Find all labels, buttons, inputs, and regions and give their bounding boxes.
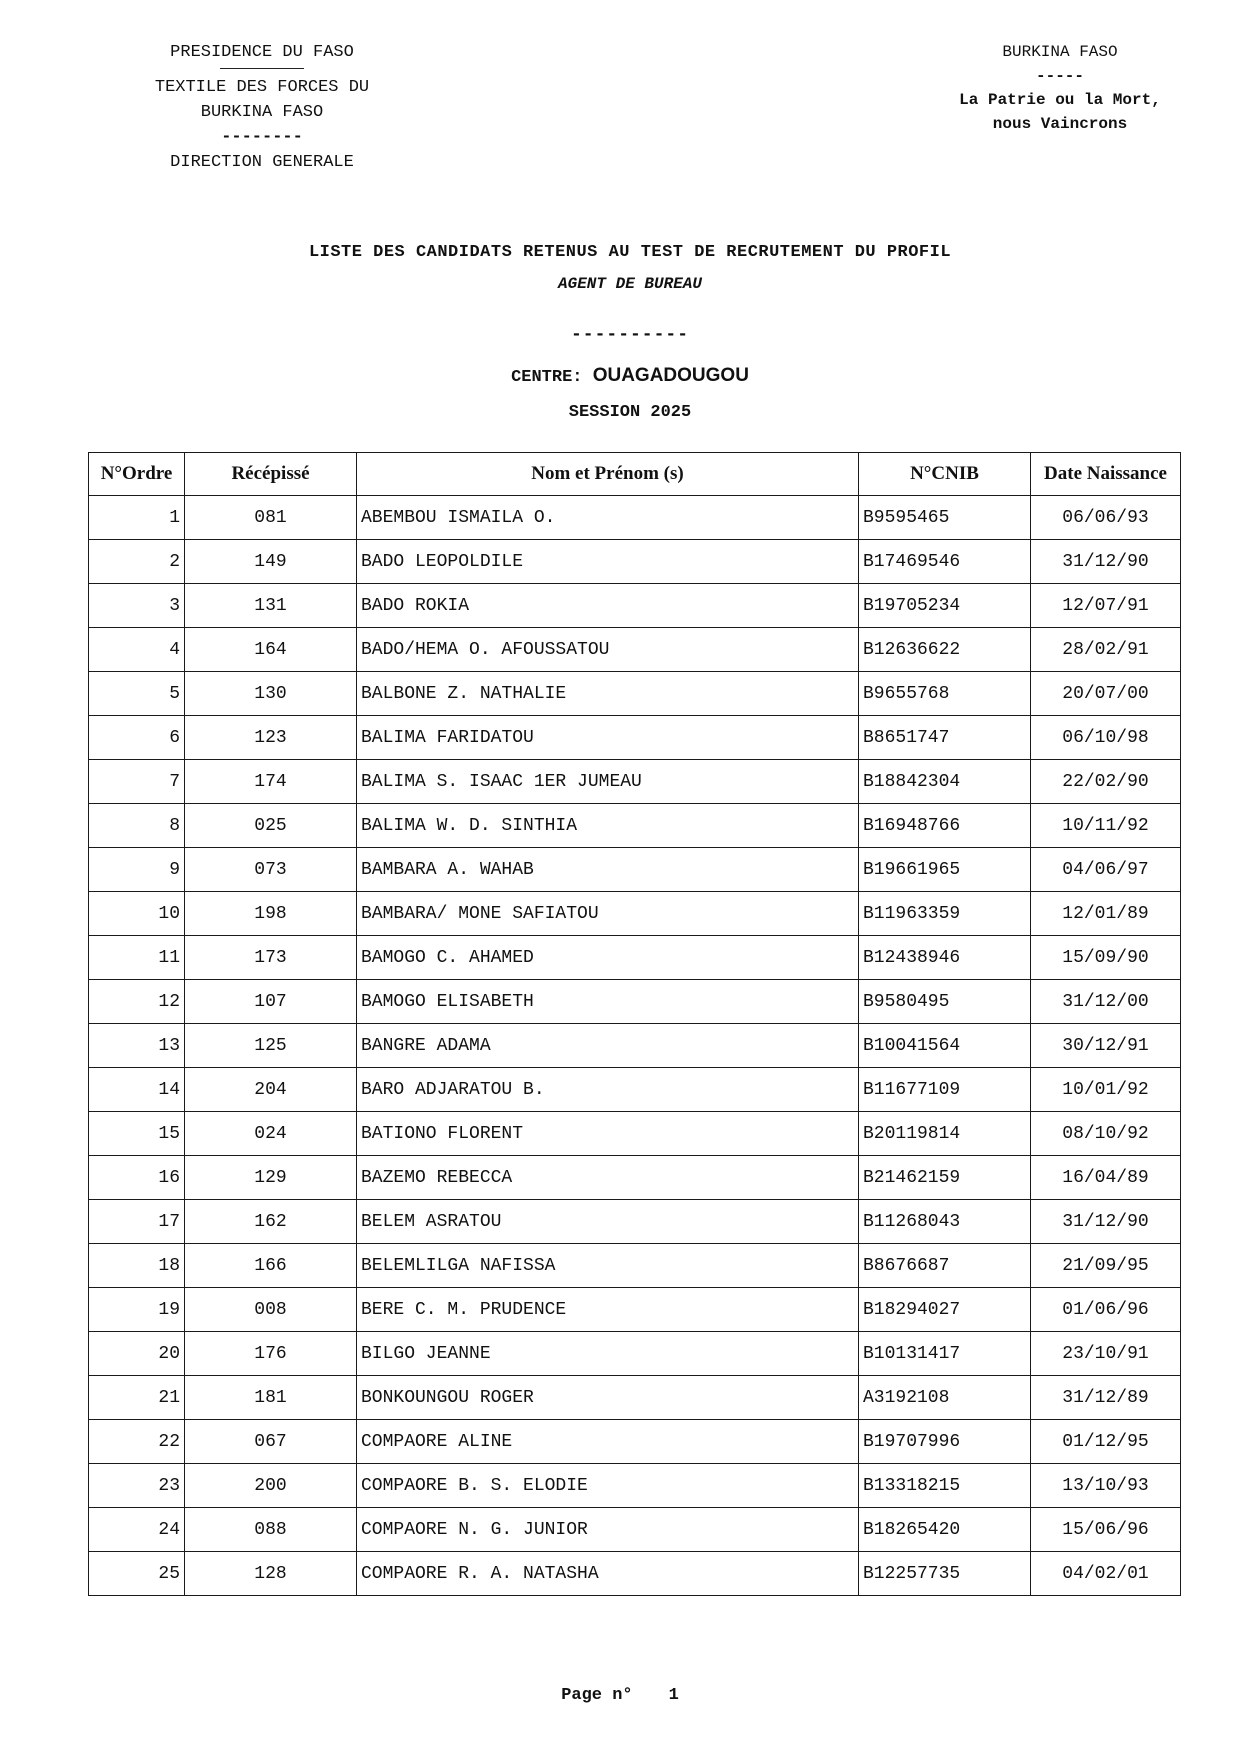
cell-cnib: B17469546 [859,540,1031,584]
cell-date: 06/10/98 [1031,716,1181,760]
cell-ordre: 25 [89,1552,185,1596]
cell-ordre: 24 [89,1508,185,1552]
issuer-org-line1: TEXTILE DES FORCES DU [154,78,370,97]
cell-cnib: B11677109 [859,1068,1031,1112]
country-block [930,40,1190,136]
cell-nom: BONKOUNGOU ROGER [357,1376,859,1420]
cell-date: 15/09/90 [1031,936,1181,980]
cell-date: 04/06/97 [1031,848,1181,892]
cell-cnib: B20119814 [859,1112,1031,1156]
cell-recepisse: 198 [185,892,357,936]
col-header-nom: Nom et Prénom (s) [357,453,859,496]
cell-nom: BALIMA S. ISAAC 1ER JUMEAU [357,760,859,804]
cell-ordre: 21 [89,1376,185,1420]
cell-date: 04/02/01 [1031,1552,1181,1596]
cell-cnib: B9595465 [859,496,1031,540]
cell-date: 01/06/96 [1031,1288,1181,1332]
centre-label: CENTRE: [511,368,583,387]
cell-recepisse: 130 [185,672,357,716]
cell-recepisse: 173 [185,936,357,980]
table-row [89,1288,1181,1332]
cell-ordre: 7 [89,760,185,804]
candidates-table [88,452,1181,1596]
table-row [89,672,1181,716]
table-row [89,1332,1181,1376]
table-header-row [89,453,1181,496]
cell-date: 10/01/92 [1031,1068,1181,1112]
session-line: SESSION 2025 [568,403,692,422]
cell-cnib: B12257735 [859,1552,1031,1596]
cell-cnib: B10041564 [859,1024,1031,1068]
cell-nom: BATIONO FLORENT [357,1112,859,1156]
cell-date: 06/06/93 [1031,496,1181,540]
cell-recepisse: 204 [185,1068,357,1112]
cell-ordre: 19 [89,1288,185,1332]
issuer-separator: -------- [221,128,303,147]
motto-line1: La Patrie ou la Mort, [959,91,1161,109]
cell-cnib: B19705234 [859,584,1031,628]
cell-recepisse: 131 [185,584,357,628]
cell-cnib: B8676687 [859,1244,1031,1288]
cell-nom: BAMBARA A. WAHAB [357,848,859,892]
cell-recepisse: 008 [185,1288,357,1332]
cell-recepisse: 025 [185,804,357,848]
cell-nom: ABEMBOU ISMAILA O. [357,496,859,540]
cell-date: 12/07/91 [1031,584,1181,628]
table-row [89,1244,1181,1288]
cell-nom: COMPAORE R. A. NATASHA [357,1552,859,1596]
issuer-presidence: PRESIDENCE DU FASO [170,43,354,62]
cell-cnib: B11963359 [859,892,1031,936]
cell-recepisse: 088 [185,1508,357,1552]
cell-ordre: 17 [89,1200,185,1244]
cell-ordre: 11 [89,936,185,980]
cell-nom: BAMOGO ELISABETH [357,980,859,1024]
cell-recepisse: 129 [185,1156,357,1200]
cell-nom: BELEMLILGA NAFISSA [357,1244,859,1288]
cell-date: 22/02/90 [1031,760,1181,804]
cell-date: 12/01/89 [1031,892,1181,936]
cell-date: 16/04/89 [1031,1156,1181,1200]
cell-ordre: 6 [89,716,185,760]
cell-ordre: 1 [89,496,185,540]
table-row [89,1068,1181,1112]
issuer-rule [220,68,304,69]
cell-recepisse: 149 [185,540,357,584]
cell-ordre: 12 [89,980,185,1024]
profile-subtitle: AGENT DE BUREAU [557,275,703,293]
cell-date: 15/06/96 [1031,1508,1181,1552]
cell-nom: BANGRE ADAMA [357,1024,859,1068]
cell-recepisse: 107 [185,980,357,1024]
cell-recepisse: 073 [185,848,357,892]
cell-nom: BAZEMO REBECCA [357,1156,859,1200]
table-row [89,1112,1181,1156]
table-row [89,760,1181,804]
cell-ordre: 3 [89,584,185,628]
cell-ordre: 5 [89,672,185,716]
cell-nom: BADO ROKIA [357,584,859,628]
cell-date: 13/10/93 [1031,1464,1181,1508]
cell-ordre: 23 [89,1464,185,1508]
cell-nom: BALBONE Z. NATHALIE [357,672,859,716]
table-row [89,1200,1181,1244]
issuer-direction: DIRECTION GENERALE [170,153,354,172]
cell-ordre: 10 [89,892,185,936]
cell-ordre: 15 [89,1112,185,1156]
table-row [89,716,1181,760]
cell-nom: BALIMA FARIDATOU [357,716,859,760]
table-body [89,496,1181,1596]
cell-date: 08/10/92 [1031,1112,1181,1156]
cell-ordre: 22 [89,1420,185,1464]
cell-recepisse: 200 [185,1464,357,1508]
cell-ordre: 20 [89,1332,185,1376]
cell-date: 10/11/92 [1031,804,1181,848]
cell-nom: BAMOGO C. AHAMED [357,936,859,980]
issuer-block [112,40,412,175]
cell-recepisse: 067 [185,1420,357,1464]
cell-nom: BILGO JEANNE [357,1332,859,1376]
table-row [89,980,1181,1024]
table-row [89,848,1181,892]
table-row [89,936,1181,980]
cell-cnib: A3192108 [859,1376,1031,1420]
cell-cnib: B18265420 [859,1508,1031,1552]
cell-nom: BELEM ASRATOU [357,1200,859,1244]
table-row [89,892,1181,936]
cell-ordre: 4 [89,628,185,672]
cell-nom: COMPAORE B. S. ELODIE [357,1464,859,1508]
cell-recepisse: 024 [185,1112,357,1156]
cell-date: 31/12/00 [1031,980,1181,1024]
table-row [89,584,1181,628]
cell-recepisse: 125 [185,1024,357,1068]
cell-nom: BARO ADJARATOU B. [357,1068,859,1112]
col-header-ordre: N°Ordre [89,453,185,496]
page-footer [120,1686,1120,1705]
table-row [89,1024,1181,1068]
table-row [89,804,1181,848]
centre-line [120,365,1140,387]
cell-date: 31/12/90 [1031,540,1181,584]
cell-date: 01/12/95 [1031,1420,1181,1464]
cell-nom: BADO LEOPOLDILE [357,540,859,584]
page-number: 1 [668,1686,679,1705]
cell-nom: COMPAORE N. G. JUNIOR [357,1508,859,1552]
cell-recepisse: 081 [185,496,357,540]
table-row [89,1508,1181,1552]
document-title: LISTE DES CANDIDATS RETENUS AU TEST DE RECRUTEMENT DU PROFIL [308,243,952,262]
cell-date: 31/12/89 [1031,1376,1181,1420]
cell-recepisse: 162 [185,1200,357,1244]
table-row [89,628,1181,672]
centre-value: OUAGADOUGOU [592,365,749,386]
cell-recepisse: 123 [185,716,357,760]
cell-cnib: B19661965 [859,848,1031,892]
cell-cnib: B21462159 [859,1156,1031,1200]
cell-ordre: 14 [89,1068,185,1112]
cell-date: 31/12/90 [1031,1200,1181,1244]
cell-ordre: 9 [89,848,185,892]
cell-nom: COMPAORE ALINE [357,1420,859,1464]
cell-cnib: B10131417 [859,1332,1031,1376]
motto-line2: nous Vaincrons [992,115,1128,133]
cell-cnib: B9655768 [859,672,1031,716]
cell-recepisse: 181 [185,1376,357,1420]
cell-date: 21/09/95 [1031,1244,1181,1288]
country-separator: ----- [1035,67,1084,85]
cell-cnib: B19707996 [859,1420,1031,1464]
table-row [89,1552,1181,1596]
issuer-org-line2: BURKINA FASO [200,103,324,122]
cell-recepisse: 164 [185,628,357,672]
cell-ordre: 18 [89,1244,185,1288]
cell-date: 28/02/91 [1031,628,1181,672]
cell-cnib: B8651747 [859,716,1031,760]
table-row [89,540,1181,584]
cell-recepisse: 176 [185,1332,357,1376]
table-row [89,1464,1181,1508]
cell-date: 30/12/91 [1031,1024,1181,1068]
cell-date: 23/10/91 [1031,1332,1181,1376]
cell-recepisse: 166 [185,1244,357,1288]
cell-nom: BADO/HEMA O. AFOUSSATOU [357,628,859,672]
col-header-cnib: N°CNIB [859,453,1031,496]
table-row [89,496,1181,540]
cell-cnib: B12636622 [859,628,1031,672]
cell-cnib: B16948766 [859,804,1031,848]
cell-ordre: 8 [89,804,185,848]
cell-cnib: B18294027 [859,1288,1031,1332]
cell-ordre: 2 [89,540,185,584]
candidates-table-container [88,452,1181,1596]
table-row [89,1156,1181,1200]
cell-recepisse: 128 [185,1552,357,1596]
table-row [89,1376,1181,1420]
cell-cnib: B12438946 [859,936,1031,980]
cell-nom: BERE C. M. PRUDENCE [357,1288,859,1332]
cell-nom: BAMBARA/ MONE SAFIATOU [357,892,859,936]
col-header-date: Date Naissance [1031,453,1181,496]
col-header-recepisse: Récépissé [185,453,357,496]
cell-cnib: B11268043 [859,1200,1031,1244]
cell-date: 20/07/00 [1031,672,1181,716]
table-row [89,1420,1181,1464]
page-label: Page n° [561,1686,633,1705]
cell-ordre: 16 [89,1156,185,1200]
country-name: BURKINA FASO [1002,43,1118,61]
cell-ordre: 13 [89,1024,185,1068]
cell-recepisse: 174 [185,760,357,804]
cell-cnib: B18842304 [859,760,1031,804]
title-separator: ---------- [570,325,690,345]
cell-nom: BALIMA W. D. SINTHIA [357,804,859,848]
cell-cnib: B13318215 [859,1464,1031,1508]
cell-cnib: B9580495 [859,980,1031,1024]
